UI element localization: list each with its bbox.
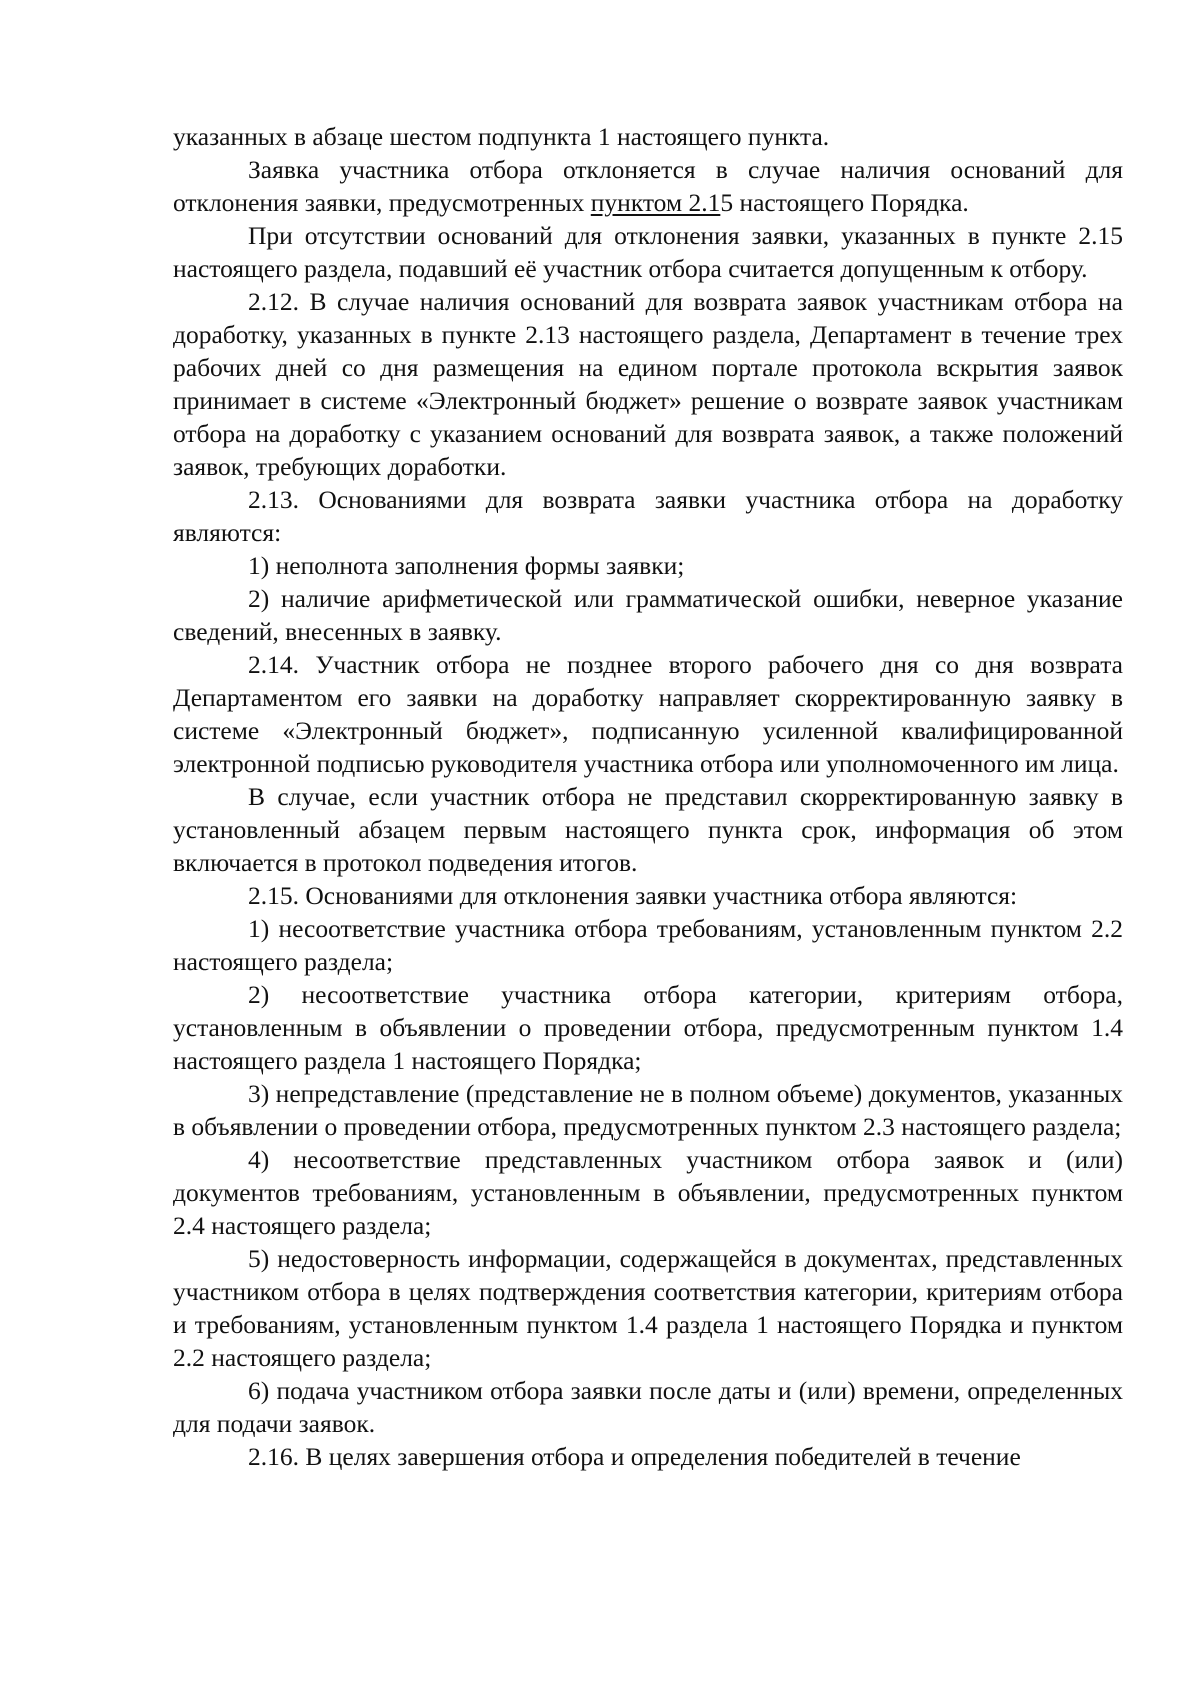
paragraph-2-16: 2.16. В целях завершения отбора и определения победителей в течение	[248, 1442, 1021, 1471]
paragraph-2-12: 2.12. В случае наличия оснований для возврата заявок участникам отбора на доработку, указанных в пункте 2.13 настоящего раздела, Департамент в течение трех рабочих дней со дня размещения на едином портале протокола вскрытия заявок принимает в системе «Электронный бюджет» решение о возврате заявок участникам отбора на доработку с указанием оснований для возврата заявок, а также положений заявок, требующих доработки.	[173, 287, 1123, 481]
paragraph-2-text: Заявка участника отбора отклоняется в случае наличия оснований для отклонения заявки, предусмотренных	[173, 155, 1123, 217]
document-page	[173, 120, 1123, 1473]
list-item-2-15-2: 2) несоответствие участника отбора категории, критериям отбора, установленным в объявлении о проведении отбора, предусмотренным пунктом 1.4 настоящего раздела 1 настоящего Порядка;	[173, 980, 1123, 1075]
paragraph-2-14-second: В случае, если участник отбора не представил скорректированную заявку в установленный абзацем первым настоящего пункта срок, информация об этом включается в протокол подведения итогов.	[173, 782, 1123, 877]
list-item-2-13-2: 2) наличие арифметической или грамматической ошибки, неверное указание сведений, внесенных в заявку.	[173, 584, 1123, 646]
list-item-2-15-1: 1) несоответствие участника отбора требованиям, установленным пунктом 2.2 настоящего раздела;	[173, 914, 1123, 976]
paragraph-2-13: 2.13. Основаниями для возврата заявки участника отбора на доработку являются:	[173, 485, 1123, 547]
paragraph-2-15: 2.15. Основаниями для отклонения заявки участника отбора являются:	[248, 881, 1018, 910]
paragraph-1: указанных в абзаце шестом подпункта 1 настоящего пункта.	[173, 122, 830, 151]
paragraph-2-14: 2.14. Участник отбора не позднее второго рабочего дня со дня возврата Департаментом его заявки на доработку направляет скорректированную заявку в системе «Электронный бюджет», подписанную усиленной квалифицированной электронной подписью руководителя участника отбора или уполномоченного им лица.	[173, 650, 1123, 778]
list-item-2-15-4: 4) несоответствие представленных участником отбора заявок и (или) документов требованиям, установленным в объявлении, предусмотренных пунктом 2.4 настоящего раздела;	[173, 1145, 1123, 1240]
list-item-2-15-5: 5) недостоверность информации, содержащейся в документах, представленных участником отбора в целях подтверждения соответствия категории, критериям отбора и требованиям, установленным пунктом 1.4 раздела 1 настоящего Порядка и пунктом 2.2 настоящего раздела;	[173, 1244, 1123, 1372]
paragraph-2	[173, 153, 1123, 219]
list-item-2-15-6: 6) подача участником отбора заявки после даты и (или) времени, определенных для подачи заявок.	[173, 1376, 1123, 1438]
reference-link-2-15[interactable]: пунктом 2.1	[590, 188, 721, 217]
list-item-2-15-3: 3) непредставление (представление не в полном объеме) документов, указанных в объявлении о проведении отбора, предусмотренных пунктом 2.3 настоящего раздела;	[173, 1079, 1123, 1141]
paragraph-3: При отсутствии оснований для отклонения заявки, указанных в пункте 2.15 настоящего раздела, подавший её участник отбора считается допущенным к отбору.	[173, 221, 1123, 283]
paragraph-2-tail: 5 настоящего Порядка.	[720, 188, 969, 217]
list-item-2-13-1: 1) неполнота заполнения формы заявки;	[248, 551, 685, 580]
